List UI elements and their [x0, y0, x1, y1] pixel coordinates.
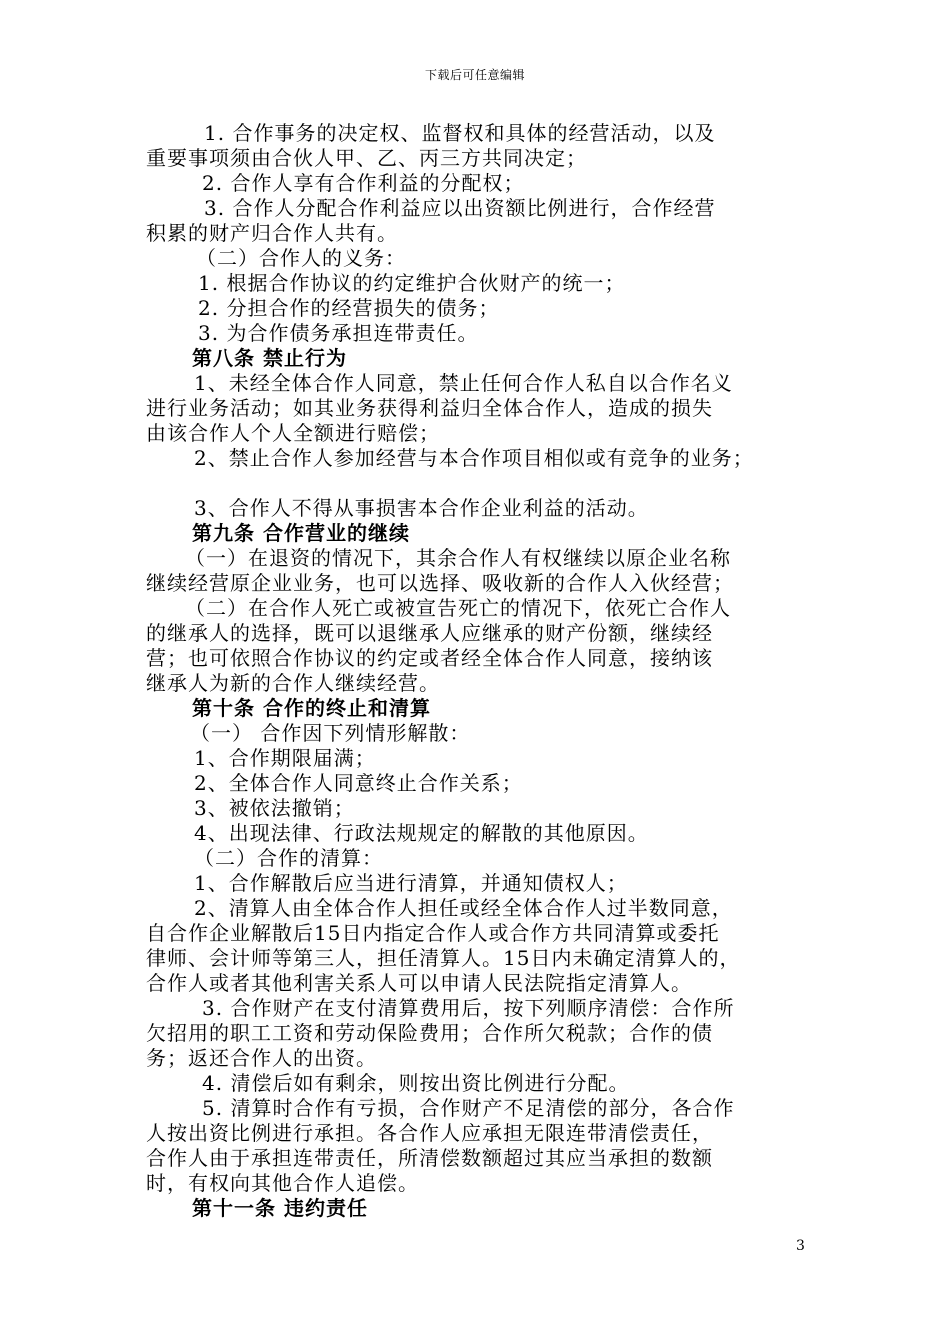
paragraph-line: 律师、会计师等第三人，担任清算人。15日内未确定清算人的，: [146, 946, 741, 970]
paragraph-line: 1、合作解散后应当进行清算，并通知债权人；: [194, 871, 628, 895]
paragraph-line: 继续经营原企业业务，也可以选择、吸收新的合作人入伙经营；: [146, 571, 734, 595]
paragraph-line: 务；返还合作人的出资。: [146, 1046, 377, 1070]
paragraph-line: （二）在合作人死亡或被宣告死亡的情况下，依死亡合作人: [185, 596, 731, 620]
blank-line: [146, 471, 806, 496]
document-body: [146, 121, 806, 1221]
paragraph-line: 3. 合作人分配合作利益应以出资额比例进行，合作经营: [204, 196, 716, 220]
paragraph-line: 欠招用的职工工资和劳动保险费用；合作所欠税款；合作的债: [146, 1021, 713, 1045]
paragraph-line: 由该合作人个人全额进行赔偿；: [146, 421, 440, 445]
paragraph-line: 5. 清算时合作有亏损，合作财产不足清偿的部分，各合作: [202, 1096, 735, 1120]
paragraph-line: 3、被依法撤销；: [194, 796, 355, 820]
section-heading: 第十一条 违约责任: [192, 1196, 368, 1220]
section-heading: 第十条 合作的终止和清算: [192, 696, 431, 720]
paragraph-line: 3. 为合作债务承担连带责任。: [198, 321, 479, 345]
paragraph-line: 的继承人的选择，既可以退继承人应继承的财产份额，继续经: [146, 621, 713, 645]
paragraph-line: 时，有权向其他合作人追偿。: [146, 1171, 419, 1195]
paragraph-line: 1. 合作事务的决定权、监督权和具体的经营活动，以及: [204, 121, 716, 145]
paragraph-line: （一） 合作因下列情形解散：: [190, 721, 471, 745]
paragraph-line: 进行业务活动；如其业务获得利益归全体合作人，造成的损失: [146, 396, 713, 420]
paragraph-line: 自合作企业解散后15日内指定合作人或合作方共同清算或委托: [146, 921, 720, 945]
paragraph-line: （二）合作的清算：: [194, 846, 383, 870]
paragraph-line: 积累的财产归合作人共有。: [146, 221, 398, 245]
paragraph-line: 1、合作期限届满；: [194, 746, 376, 770]
paragraph-line: 合作人或者其他利害关系人可以申请人民法院指定清算人。: [146, 971, 692, 995]
section-heading: 第八条 禁止行为: [192, 346, 347, 370]
paragraph-line: 人按出资比例进行承担。各合作人应承担无限连带清偿责任，: [146, 1121, 713, 1145]
paragraph-line: 2、全体合作人同意终止合作关系；: [194, 771, 523, 795]
paragraph-line: （二）合作人的义务：: [196, 246, 406, 270]
paragraph-line: 1、未经全体合作人同意，禁止任何合作人私自以合作名义: [194, 371, 733, 395]
paragraph-line: 重要事项须由合伙人甲、乙、丙三方共同决定；: [146, 146, 587, 170]
paragraph-line: 合作人由于承担连带责任，所清偿数额超过其应当承担的数额: [146, 1146, 713, 1170]
page-number: 3: [796, 1238, 805, 1254]
paragraph-line: （一）在退资的情况下，其余合作人有权继续以原企业名称: [185, 546, 731, 570]
paragraph-line: 2. 分担合作的经营损失的债务；: [198, 296, 500, 320]
section-heading: 第九条 合作营业的继续: [192, 521, 410, 545]
paragraph-line: 营；也可依照合作协议的约定或者经全体合作人同意，接纳该: [146, 646, 713, 670]
paragraph-line: 1. 根据合作协议的约定维护合伙财产的统一；: [198, 271, 626, 295]
paragraph-line: 4. 清偿后如有剩余，则按出资比例进行分配。: [202, 1071, 630, 1095]
page-header: 下载后可任意编辑: [424, 68, 525, 82]
paragraph-line: 3、合作人不得从事损害本合作企业利益的活动。: [194, 496, 649, 520]
paragraph-line: 2、清算人由全体合作人担任或经全体合作人过半数同意，: [194, 896, 733, 920]
paragraph-line: 2、禁止合作人参加经营与本合作项目相似或有竞争的业务；: [194, 446, 754, 470]
paragraph-line: 2. 合作人享有合作利益的分配权；: [202, 171, 525, 195]
paragraph-line: 4、出现法律、行政法规规定的解散的其他原因。: [194, 821, 649, 845]
paragraph-line: 继承人为新的合作人继续经营。: [146, 671, 440, 695]
paragraph-line: 3. 合作财产在支付清算费用后，按下列顺序清偿：合作所: [202, 996, 735, 1020]
